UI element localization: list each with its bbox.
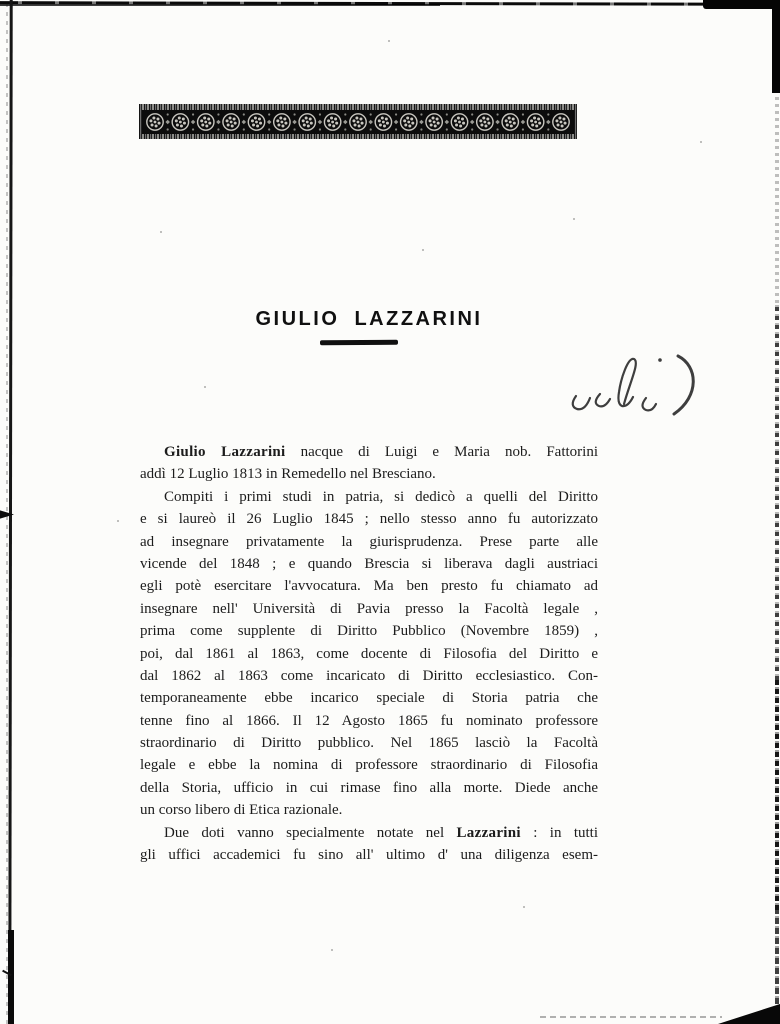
scan-artifact-right-speckle bbox=[775, 680, 779, 910]
text-line bbox=[140, 620, 598, 642]
scan-dust-speck bbox=[204, 386, 206, 388]
scan-dust-speck bbox=[523, 906, 525, 908]
scan-artifact-bottom-right-wedge bbox=[718, 1004, 780, 1024]
text-line bbox=[140, 553, 598, 575]
scan-artifact-bottom-line bbox=[540, 1016, 722, 1018]
text-segment: nacque di Luigi e Maria nob. Fattorini bbox=[285, 444, 598, 460]
text-segment: un corso libero di Etica razionale. bbox=[140, 802, 343, 819]
text-line bbox=[140, 687, 598, 709]
text-line bbox=[140, 799, 598, 821]
text-segment: addì 12 Luglio 1813 in Remedello nel Bresciano. bbox=[140, 466, 436, 483]
text-segment: Due doti vanno specialmente notate nel bbox=[164, 824, 457, 841]
text-segment: gli uffici accademici fu sino all' ultimo d' una diligenza esem- bbox=[140, 847, 598, 864]
scan-dust-speck bbox=[573, 218, 575, 220]
scan-artifact-top-right-corner bbox=[703, 0, 780, 9]
scan-artifact-right-speckle bbox=[775, 93, 779, 303]
text-line bbox=[140, 508, 598, 530]
scan-dust-speck bbox=[700, 141, 702, 143]
title-rule bbox=[320, 340, 398, 346]
page-title: GIULIO LAZZARINI bbox=[255, 308, 483, 330]
text-segment: insegnare nell' Università di Pavia presso la Facoltà legale , bbox=[140, 600, 598, 617]
text-line bbox=[140, 463, 598, 485]
text-line bbox=[140, 732, 598, 754]
handwriting-scribble-icon bbox=[566, 352, 726, 420]
text-segment: straordinario di Diritto pubblico. Nel 1865 lasciò la Facoltà bbox=[140, 735, 598, 752]
text-line bbox=[140, 777, 598, 799]
emphasized-name: Lazzarini bbox=[456, 824, 521, 841]
ornamental-band bbox=[139, 104, 577, 139]
text-segment: tenne fino al 1866. Il 12 Agosto 1865 fu nominato professore bbox=[140, 712, 598, 729]
text-segment: vicende del 1848 ; e quando Brescia si liberava dagli austriaci bbox=[140, 555, 598, 572]
text-segment: ad insegnare privatamente la giurisprudenza. Prese parte alle bbox=[140, 533, 598, 550]
scan-dust-speck bbox=[388, 40, 390, 42]
scan-dust-speck bbox=[117, 520, 119, 522]
scan-artifact-left-speckle bbox=[6, 0, 8, 1024]
title-block bbox=[140, 308, 598, 345]
text-line bbox=[140, 844, 598, 866]
text-line bbox=[140, 575, 598, 597]
scan-artifact-left-edge-line bbox=[8, 0, 12, 1024]
text-segment: temporaneamente ebbe incarico speciale di Storia patria che bbox=[140, 690, 598, 707]
text-line bbox=[140, 531, 598, 553]
text-line bbox=[140, 441, 598, 463]
scan-dust-speck bbox=[160, 231, 162, 233]
text-segment: della Storia, ufficio in cui rimase fino alla morte. Diede anche bbox=[140, 779, 598, 796]
text-line bbox=[140, 643, 598, 665]
scan-dust-speck bbox=[331, 949, 333, 951]
ornamental-band-core bbox=[142, 110, 574, 134]
scan-artifact-top-edge-dark bbox=[0, 4, 440, 6]
handwritten-annotation bbox=[566, 352, 726, 420]
text-line bbox=[140, 486, 598, 508]
rosette-ornament-icon bbox=[142, 110, 574, 134]
text-segment: prima come supplente di Diritto Pubblico (Novembre 1859) , bbox=[140, 623, 598, 640]
text-line bbox=[140, 754, 598, 776]
emphasized-name: Giulio Lazzarini bbox=[164, 444, 286, 460]
text-line bbox=[140, 822, 598, 844]
text-segment: egli potè esercitare l'avvocatura. Ma ben presto fu chiamato ad bbox=[140, 578, 598, 595]
text-segment: e si laureò il 26 Luglio 1845 ; nello stesso anno fu autorizzato bbox=[140, 511, 598, 528]
scan-artifact-right-speckle bbox=[775, 303, 779, 680]
text-line bbox=[140, 598, 598, 620]
text-line bbox=[140, 710, 598, 732]
text-segment: dal 1862 al 1863 come incaricato di Diritto ecclesiastico. Con- bbox=[140, 667, 598, 684]
body-text bbox=[140, 441, 598, 866]
scan-artifact-right-edge-bar bbox=[772, 0, 780, 93]
text-segment: poi, dal 1861 al 1863, come docente di Filosofia del Diritto e bbox=[140, 645, 598, 662]
text-segment: Compiti i primi studi in patria, si dedicò a quelli del Diritto bbox=[164, 488, 598, 505]
text-segment: legale e ebbe la nomina di professore straordinario di Filosofia bbox=[140, 757, 598, 774]
text-line bbox=[140, 665, 598, 687]
scan-artifact-left-edge-bottom bbox=[8, 930, 14, 1024]
scan-dust-speck bbox=[422, 249, 424, 251]
text-segment: : in tutti bbox=[520, 824, 598, 841]
